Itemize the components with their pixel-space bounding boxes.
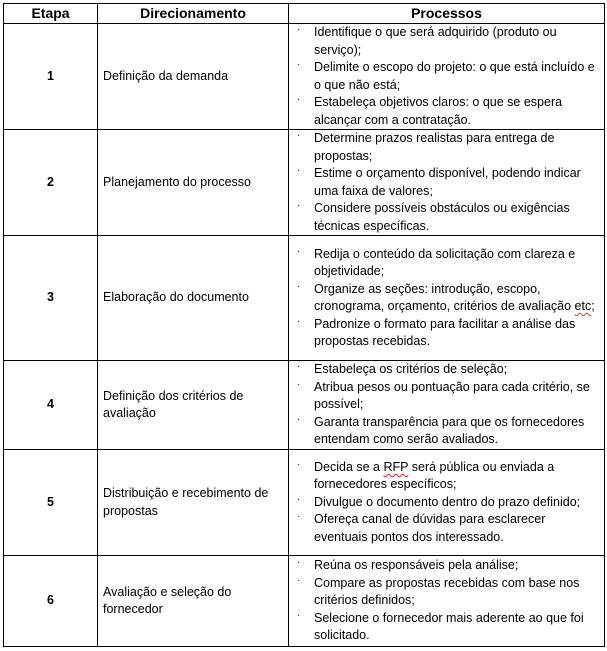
processos-list bbox=[289, 459, 600, 547]
list-item bbox=[289, 165, 600, 200]
bullet-icon: · bbox=[297, 557, 301, 569]
bullet-icon: · bbox=[297, 94, 301, 105]
bullet-icon: · bbox=[297, 413, 301, 425]
list-item bbox=[289, 200, 600, 235]
list-item bbox=[289, 379, 600, 414]
list-item bbox=[289, 59, 600, 94]
header-row bbox=[4, 4, 605, 24]
list-item bbox=[289, 361, 600, 379]
process-text: Determine prazos realistas para entrega de propostas; bbox=[314, 131, 555, 163]
process-text: Estabeleça os critérios de seleção; bbox=[314, 362, 508, 377]
spellcheck-flagged-word: etc bbox=[574, 299, 592, 313]
process-text: Atribua pesos ou pontuação para cada critério, se possível; bbox=[314, 379, 590, 412]
etapa-cell: 4 bbox=[4, 361, 98, 450]
bullet-icon: · bbox=[297, 130, 301, 141]
process-text: será pública ou enviada a fornecedores específicos; bbox=[314, 459, 555, 492]
list-item bbox=[289, 246, 600, 281]
process-text: Estabeleça objetivos claros: o que se espera alcançar com a contratação. bbox=[314, 95, 563, 127]
bullet-icon: · bbox=[297, 361, 301, 373]
etapa-cell: 3 bbox=[4, 236, 98, 361]
list-item bbox=[289, 610, 600, 645]
etapa-cell: 2 bbox=[4, 130, 98, 236]
list-item bbox=[289, 130, 600, 165]
etapa-cell: 1 bbox=[4, 24, 98, 130]
header-direcionamento: Direcionamento bbox=[98, 4, 289, 24]
list-item bbox=[289, 94, 600, 129]
bullet-icon: · bbox=[297, 280, 301, 292]
list-item bbox=[289, 24, 600, 59]
bullet-icon: · bbox=[297, 609, 301, 621]
bullet-icon: · bbox=[297, 315, 301, 327]
processos-cell bbox=[289, 450, 605, 556]
bullet-icon: · bbox=[297, 574, 301, 586]
list-item bbox=[289, 281, 600, 316]
spellcheck-flagged-word: RFP bbox=[383, 459, 409, 474]
process-text: ; bbox=[591, 299, 595, 313]
direcionamento-cell: Distribuição e recebimento de propostas bbox=[98, 450, 289, 556]
process-text: Garanta transparência para que os fornecedores entendam como serão avaliados. bbox=[314, 414, 585, 447]
processos-list bbox=[289, 557, 600, 645]
process-text: Redija o conteúdo da solicitação com clareza e objetividade; bbox=[314, 246, 576, 278]
table-row bbox=[4, 361, 605, 450]
table-row bbox=[4, 236, 605, 361]
process-text: Delimite o escopo do projeto: o que está incluído e o que não está; bbox=[314, 60, 595, 92]
process-text: Ofereça canal de dúvidas para esclarecer eventuais pontos dos interessado. bbox=[314, 512, 546, 544]
process-text: Organize as seções: introdução, escopo, cronograma, orçamento, critérios de avaliação bbox=[314, 281, 575, 313]
process-table bbox=[3, 3, 605, 647]
bullet-icon: · bbox=[297, 200, 301, 211]
processos-cell bbox=[289, 130, 605, 236]
list-item bbox=[289, 459, 600, 494]
process-text: Padronize o formato para facilitar a análise das propostas recebidas. bbox=[314, 316, 576, 348]
bullet-icon: · bbox=[297, 378, 301, 390]
header-etapa: Etapa bbox=[4, 4, 98, 24]
bullet-icon: · bbox=[297, 511, 301, 523]
processos-list bbox=[289, 246, 600, 351]
list-item bbox=[289, 316, 600, 351]
etapa-cell: 6 bbox=[4, 556, 98, 647]
process-text: Divulgue o documento dentro do prazo definido; bbox=[314, 494, 581, 509]
direcionamento-cell: Avaliação e seleção do fornecedor bbox=[98, 556, 289, 647]
table-row bbox=[4, 130, 605, 236]
process-text: Selecione o fornecedor mais aderente ao que foi solicitado. bbox=[314, 610, 584, 643]
process-text: Reúna os responsáveis pela análise; bbox=[314, 558, 519, 573]
bullet-icon: · bbox=[297, 59, 301, 70]
processos-list bbox=[289, 130, 600, 235]
process-text: Decida se a bbox=[314, 459, 384, 474]
process-text: Identifique o que será adquirido (produto ou serviço); bbox=[314, 25, 557, 57]
direcionamento-cell: Definição da demanda bbox=[98, 24, 289, 130]
list-item bbox=[289, 511, 600, 546]
list-item bbox=[289, 575, 600, 610]
bullet-icon: · bbox=[297, 24, 301, 35]
process-text: Estime o orçamento disponível, podendo indicar uma faixa de valores; bbox=[314, 166, 581, 198]
etapa-cell: 5 bbox=[4, 450, 98, 556]
table-row bbox=[4, 556, 605, 647]
direcionamento-cell: Planejamento do processo bbox=[98, 130, 289, 236]
direcionamento-cell: Definição dos critérios de avaliação bbox=[98, 361, 289, 450]
bullet-icon: · bbox=[297, 458, 301, 470]
process-text: Compare as propostas recebidas com base nos critérios definidos; bbox=[314, 575, 580, 608]
list-item bbox=[289, 494, 600, 512]
processos-cell bbox=[289, 236, 605, 361]
list-item bbox=[289, 557, 600, 575]
processos-cell bbox=[289, 556, 605, 647]
list-item bbox=[289, 414, 600, 449]
bullet-icon: · bbox=[297, 245, 301, 257]
bullet-icon: · bbox=[297, 165, 301, 176]
processos-list bbox=[289, 24, 600, 129]
table-row bbox=[4, 450, 605, 556]
processos-cell bbox=[289, 24, 605, 130]
header-processos: Processos bbox=[289, 4, 605, 24]
table-row bbox=[4, 24, 605, 130]
processos-list bbox=[289, 361, 600, 449]
direcionamento-cell: Elaboração do documento bbox=[98, 236, 289, 361]
bullet-icon: · bbox=[297, 493, 301, 505]
process-text: Considere possíveis obstáculos ou exigências técnicas específicas. bbox=[314, 201, 570, 233]
processos-cell bbox=[289, 361, 605, 450]
